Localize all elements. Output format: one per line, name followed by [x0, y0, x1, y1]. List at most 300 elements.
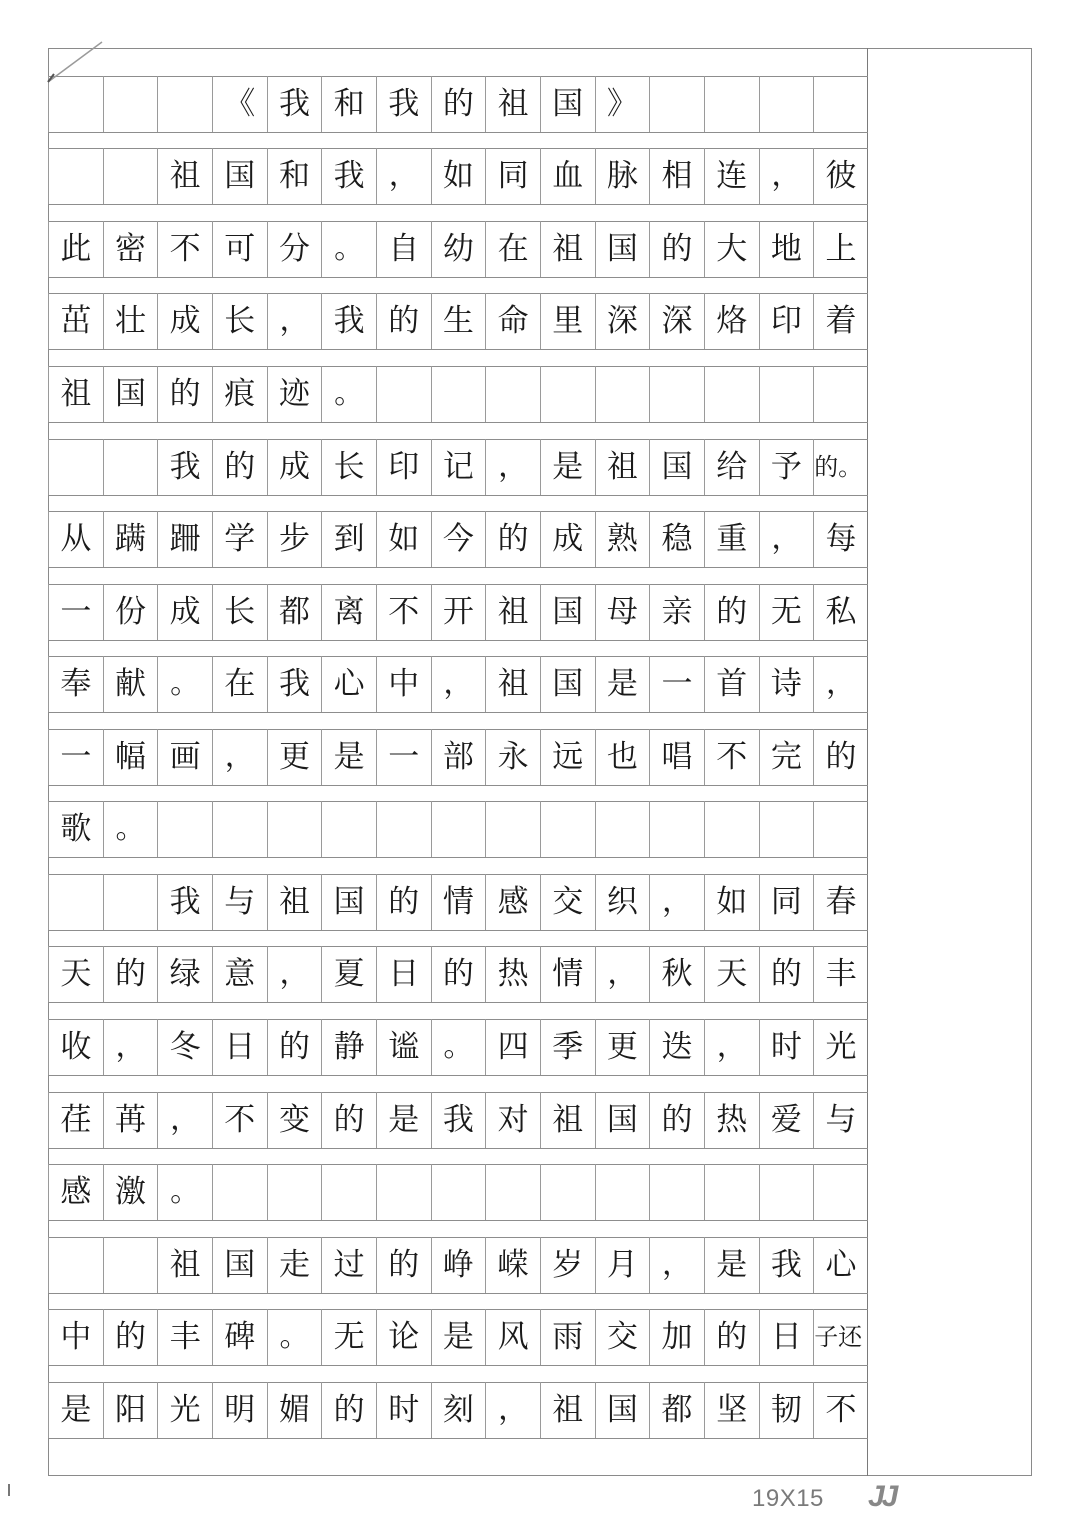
grid-cell — [103, 874, 158, 930]
grid-cell: 在 — [485, 221, 540, 277]
grid-cell: 祖 — [485, 76, 540, 132]
grid-cell: 激 — [103, 1164, 158, 1220]
grid-cell: 成 — [267, 439, 322, 495]
grid-cell: ， — [649, 874, 704, 930]
grid-cell: 荏 — [48, 1092, 103, 1148]
grid-cell: 的 — [376, 293, 431, 349]
grid-cell: 阳 — [103, 1382, 158, 1438]
grid-cell: 印 — [376, 439, 431, 495]
grid-cell: 国 — [540, 584, 595, 640]
grid-cell: 感 — [48, 1164, 103, 1220]
grid-cell: 不 — [157, 221, 212, 277]
grid-row — [48, 148, 868, 204]
grid-cell: 祖 — [485, 584, 540, 640]
grid-cell: 峥 — [431, 1237, 486, 1293]
grid-cell: 大 — [704, 221, 759, 277]
grid-cell: 和 — [321, 76, 376, 132]
grid-cell: 《 — [212, 76, 267, 132]
grid-cell — [540, 801, 595, 857]
grid-cell — [759, 76, 814, 132]
grid-cell: 幼 — [431, 221, 486, 277]
grid-row — [48, 1382, 868, 1438]
grid-cell — [103, 439, 158, 495]
grid-cell: 予 — [759, 439, 814, 495]
grid-rule-bottom — [48, 277, 868, 278]
grid-cell: 的 — [431, 946, 486, 1002]
grid-cell — [376, 366, 431, 422]
grid-cell: 印 — [759, 293, 814, 349]
grid-row — [48, 946, 868, 1002]
grid-cell: 论 — [376, 1309, 431, 1365]
grid-rule-bottom — [48, 857, 868, 858]
grid-cell: 我 — [759, 1237, 814, 1293]
grid-cell: 密 — [103, 221, 158, 277]
grid-cell: 的 — [704, 584, 759, 640]
grid-cell: 爱 — [759, 1092, 814, 1148]
grid-cell: 都 — [267, 584, 322, 640]
grid-row — [48, 439, 868, 495]
grid-rule-bottom — [48, 1148, 868, 1149]
grid-cell: 里 — [540, 293, 595, 349]
grid-cell: 国 — [595, 221, 650, 277]
grid-cell: 命 — [485, 293, 540, 349]
grid-cell: 献 — [103, 656, 158, 712]
grid-cell: 织 — [595, 874, 650, 930]
grid-cell — [376, 1164, 431, 1220]
grid-cell: 同 — [485, 148, 540, 204]
grid-cell: 情 — [540, 946, 595, 1002]
grid-cell — [212, 801, 267, 857]
grid-cell: 在 — [212, 656, 267, 712]
grid-row — [48, 221, 868, 277]
grid-cell: ， — [759, 511, 814, 567]
grid-cell: 苒 — [103, 1092, 158, 1148]
grid-cell: 脉 — [595, 148, 650, 204]
grid-cell — [103, 148, 158, 204]
grid-cell: 也 — [595, 729, 650, 785]
grid-cell: 对 — [485, 1092, 540, 1148]
grid-cell: 的 — [212, 439, 267, 495]
grid-cell: 日 — [376, 946, 431, 1002]
grid-cell: 我 — [267, 656, 322, 712]
grid-cell: 国 — [649, 439, 704, 495]
grid-cell: 光 — [157, 1382, 212, 1438]
grid-cell: 无 — [321, 1309, 376, 1365]
grid-cell: 步 — [267, 511, 322, 567]
grid-cell — [157, 801, 212, 857]
grid-cell — [649, 76, 704, 132]
grid-cell: 成 — [157, 293, 212, 349]
grid-cell: 的 — [813, 729, 868, 785]
grid-rule-bottom — [48, 567, 868, 568]
grid-rule-bottom — [48, 785, 868, 786]
grid-cell: 迭 — [649, 1019, 704, 1075]
grid-cell: 春 — [813, 874, 868, 930]
grid-row — [48, 729, 868, 785]
grid-cell: 日 — [212, 1019, 267, 1075]
grid-cell: 。 — [267, 1309, 322, 1365]
grid-cell — [649, 1164, 704, 1220]
grid-rule-bottom — [48, 1002, 868, 1003]
grid-cell — [595, 801, 650, 857]
grid-cell: 我 — [376, 76, 431, 132]
grid-cell: 天 — [48, 946, 103, 1002]
grid-cell: 的 — [157, 366, 212, 422]
grid-cell: ， — [759, 148, 814, 204]
grid-rule-bottom — [48, 1293, 868, 1294]
grid-cell: 国 — [595, 1382, 650, 1438]
margin-tick — [8, 1484, 10, 1496]
grid-cell — [485, 1164, 540, 1220]
writing-grid — [48, 48, 868, 1476]
grid-cell: 的。 — [813, 439, 868, 495]
grid-cell: 彼 — [813, 148, 868, 204]
brand-logo: JJ — [868, 1480, 896, 1513]
grid-cell — [595, 1164, 650, 1220]
grid-cell — [103, 1237, 158, 1293]
grid-cell: 是 — [595, 656, 650, 712]
grid-cell: 成 — [540, 511, 595, 567]
grid-cell: 上 — [813, 221, 868, 277]
grid-cell: 的 — [103, 946, 158, 1002]
grid-row — [48, 874, 868, 930]
grid-cell: 走 — [267, 1237, 322, 1293]
grid-cell: 熟 — [595, 511, 650, 567]
pencil-mark-icon — [44, 36, 110, 86]
grid-cell: 记 — [431, 439, 486, 495]
grid-cell: ， — [485, 1382, 540, 1438]
grid-cell: 祖 — [48, 366, 103, 422]
grid-cell: 生 — [431, 293, 486, 349]
grid-cell: 分 — [267, 221, 322, 277]
grid-cell: 可 — [212, 221, 267, 277]
grid-cell: 长 — [212, 584, 267, 640]
grid-cell: 祖 — [157, 1237, 212, 1293]
grid-cell: 一 — [48, 729, 103, 785]
grid-cell: 给 — [704, 439, 759, 495]
grid-cell: 自 — [376, 221, 431, 277]
grid-cell: 冬 — [157, 1019, 212, 1075]
grid-cell: 是 — [540, 439, 595, 495]
grid-cell — [431, 366, 486, 422]
grid-cell — [813, 366, 868, 422]
grid-cell: 是 — [431, 1309, 486, 1365]
grid-row — [48, 76, 868, 132]
grid-cell — [649, 801, 704, 857]
grid-cell — [321, 801, 376, 857]
grid-cell: ， — [103, 1019, 158, 1075]
grid-cell: 中 — [48, 1309, 103, 1365]
grid-cell: 祖 — [267, 874, 322, 930]
grid-cell — [649, 366, 704, 422]
grid-cell: ， — [595, 946, 650, 1002]
grid-cell: 我 — [321, 148, 376, 204]
grid-cell: 的 — [267, 1019, 322, 1075]
grid-cell: ， — [704, 1019, 759, 1075]
grid-cell: 从 — [48, 511, 103, 567]
grid-cell — [540, 366, 595, 422]
grid-cell — [759, 366, 814, 422]
grid-cell: 茁 — [48, 293, 103, 349]
grid-cell: 媚 — [267, 1382, 322, 1438]
grid-cell: 一 — [376, 729, 431, 785]
grid-cell: 着 — [813, 293, 868, 349]
grid-cell: 份 — [103, 584, 158, 640]
grid-cell: 相 — [649, 148, 704, 204]
grid-cell: 母 — [595, 584, 650, 640]
grid-cell: 坚 — [704, 1382, 759, 1438]
grid-cell: 四 — [485, 1019, 540, 1075]
grid-cell: 此 — [48, 221, 103, 277]
grid-cell: 光 — [813, 1019, 868, 1075]
grid-cell — [813, 76, 868, 132]
grid-cell: 的 — [649, 1092, 704, 1148]
grid-cell: 热 — [704, 1092, 759, 1148]
grid-rule-bottom — [48, 132, 868, 133]
grid-cell: 祖 — [157, 148, 212, 204]
grid-cell: 心 — [813, 1237, 868, 1293]
grid-cell — [813, 801, 868, 857]
grid-cell: 。 — [431, 1019, 486, 1075]
grid-cell — [759, 801, 814, 857]
grid-cell: 长 — [212, 293, 267, 349]
grid-cell: 迹 — [267, 366, 322, 422]
grid-cell: 祖 — [540, 221, 595, 277]
grid-row — [48, 584, 868, 640]
grid-cell: 风 — [485, 1309, 540, 1365]
grid-cell: 每 — [813, 511, 868, 567]
grid-cell: 不 — [813, 1382, 868, 1438]
grid-cell: 收 — [48, 1019, 103, 1075]
grid-row — [48, 656, 868, 712]
grid-cell — [813, 1164, 868, 1220]
grid-cell: ， — [376, 148, 431, 204]
grid-cell: 到 — [321, 511, 376, 567]
grid-row — [48, 293, 868, 349]
grid-cell — [759, 1164, 814, 1220]
grid-cell: 国 — [595, 1092, 650, 1148]
grid-cell: 开 — [431, 584, 486, 640]
grid-cell: 深 — [649, 293, 704, 349]
grid-cell: ， — [157, 1092, 212, 1148]
grid-cell: 地 — [759, 221, 814, 277]
grid-cell: 的 — [649, 221, 704, 277]
grid-cell: 不 — [376, 584, 431, 640]
grid-cell: ， — [267, 293, 322, 349]
grid-cell: 变 — [267, 1092, 322, 1148]
grid-cell: 我 — [157, 439, 212, 495]
grid-cell — [48, 874, 103, 930]
grid-row — [48, 801, 868, 857]
grid-cell: ， — [813, 656, 868, 712]
grid-cell: 的 — [485, 511, 540, 567]
grid-cell: 部 — [431, 729, 486, 785]
grid-cell: 热 — [485, 946, 540, 1002]
grid-cell — [704, 801, 759, 857]
grid-rule-bottom — [48, 640, 868, 641]
grid-cell: 重 — [704, 511, 759, 567]
grid-cell: 心 — [321, 656, 376, 712]
grid-cell — [48, 1237, 103, 1293]
grid-cell: 意 — [212, 946, 267, 1002]
grid-cell: 祖 — [595, 439, 650, 495]
grid-cell: 谧 — [376, 1019, 431, 1075]
grid-cell: 与 — [212, 874, 267, 930]
grid-cell: 碑 — [212, 1309, 267, 1365]
grid-rule-bottom — [48, 1220, 868, 1221]
grid-cell: 加 — [649, 1309, 704, 1365]
grid-cell: 。 — [157, 656, 212, 712]
grid-cell: 感 — [485, 874, 540, 930]
grid-cell — [376, 801, 431, 857]
grid-cell: 丰 — [157, 1309, 212, 1365]
grid-cell: 奉 — [48, 656, 103, 712]
grid-cell: 是 — [704, 1237, 759, 1293]
grid-cell: 更 — [595, 1019, 650, 1075]
grid-cell: ， — [649, 1237, 704, 1293]
grid-cell: 丰 — [813, 946, 868, 1002]
grid-cell: 静 — [321, 1019, 376, 1075]
grid-cell: 烙 — [704, 293, 759, 349]
grid-cell: 》 — [595, 76, 650, 132]
grid-cell: 国 — [212, 148, 267, 204]
grid-cell: 我 — [431, 1092, 486, 1148]
grid-cell: 是 — [48, 1382, 103, 1438]
grid-rule-bottom — [48, 349, 868, 350]
grid-cell: 跚 — [157, 511, 212, 567]
grid-cell: 一 — [48, 584, 103, 640]
grid-cell: 。 — [321, 366, 376, 422]
grid-cell: 蹒 — [103, 511, 158, 567]
grid-cell: 子还 — [813, 1309, 868, 1365]
grid-cell: 成 — [157, 584, 212, 640]
grid-cell: 绿 — [157, 946, 212, 1002]
grid-rule-bottom — [48, 422, 868, 423]
grid-cell: 的 — [321, 1092, 376, 1148]
grid-cell: 远 — [540, 729, 595, 785]
grid-cell: 天 — [704, 946, 759, 1002]
grid-cell: 祖 — [540, 1092, 595, 1148]
grid-cell — [704, 76, 759, 132]
grid-cell: 不 — [212, 1092, 267, 1148]
grid-cell: 的 — [321, 1382, 376, 1438]
grid-cell: 如 — [704, 874, 759, 930]
grid-cell: 诗 — [759, 656, 814, 712]
grid-cell: 季 — [540, 1019, 595, 1075]
grid-cell: 我 — [267, 76, 322, 132]
grid-cell: ， — [485, 439, 540, 495]
grid-rule-bottom — [48, 1438, 868, 1439]
grid-rule-bottom — [48, 204, 868, 205]
grid-cell: 过 — [321, 1237, 376, 1293]
grid-cell: 唱 — [649, 729, 704, 785]
grid-cell: 无 — [759, 584, 814, 640]
grid-cell: 学 — [212, 511, 267, 567]
grid-cell: 的 — [704, 1309, 759, 1365]
grid-cell — [267, 1164, 322, 1220]
grid-cell: 的 — [103, 1309, 158, 1365]
grid-cell: 的 — [431, 76, 486, 132]
grid-row — [48, 366, 868, 422]
grid-cell: 雨 — [540, 1309, 595, 1365]
grid-row — [48, 1309, 868, 1365]
grid-row — [48, 511, 868, 567]
grid-cell — [595, 366, 650, 422]
grid-row — [48, 1164, 868, 1220]
grid-cell: 。 — [103, 801, 158, 857]
grid-cell: 国 — [321, 874, 376, 930]
grid-rule-bottom — [48, 495, 868, 496]
grid-cell — [267, 801, 322, 857]
grid-cell: 连 — [704, 148, 759, 204]
grid-cell: 歌 — [48, 801, 103, 857]
grid-cell: 秋 — [649, 946, 704, 1002]
grid-cell: 。 — [157, 1164, 212, 1220]
grid-cell: 的 — [376, 1237, 431, 1293]
grid-cell: 时 — [376, 1382, 431, 1438]
grid-cell — [540, 1164, 595, 1220]
grid-cell: 首 — [704, 656, 759, 712]
grid-row — [48, 1019, 868, 1075]
grid-rule-bottom — [48, 1365, 868, 1366]
grid-cell: 今 — [431, 511, 486, 567]
grid-cell: 长 — [321, 439, 376, 495]
grid-cell: 月 — [595, 1237, 650, 1293]
grid-cell: ， — [212, 729, 267, 785]
grid-cell: 岁 — [540, 1237, 595, 1293]
grid-row — [48, 1237, 868, 1293]
grid-cell: 与 — [813, 1092, 868, 1148]
grid-cell — [321, 1164, 376, 1220]
grid-cell: 交 — [595, 1309, 650, 1365]
grid-cell — [485, 366, 540, 422]
grid-cell: 和 — [267, 148, 322, 204]
grid-cell: 国 — [103, 366, 158, 422]
grid-cell: 幅 — [103, 729, 158, 785]
grid-cell: 。 — [321, 221, 376, 277]
grid-cell: 我 — [321, 293, 376, 349]
grid-cell: 的 — [376, 874, 431, 930]
grid-cell: 是 — [376, 1092, 431, 1148]
grid-cell: 韧 — [759, 1382, 814, 1438]
grid-rule-bottom — [48, 930, 868, 931]
grid-cell: ， — [431, 656, 486, 712]
grid-cell: 亲 — [649, 584, 704, 640]
grid-cell — [157, 76, 212, 132]
grid-spec-label: 19X15 — [752, 1485, 824, 1512]
grid-cell: 如 — [376, 511, 431, 567]
grid-cell: 时 — [759, 1019, 814, 1075]
grid-cell: 血 — [540, 148, 595, 204]
grid-cell: 日 — [759, 1309, 814, 1365]
grid-cell: 壮 — [103, 293, 158, 349]
grid-cell — [103, 76, 158, 132]
grid-cell: 刻 — [431, 1382, 486, 1438]
grid-cell: 完 — [759, 729, 814, 785]
grid-row — [48, 1092, 868, 1148]
grid-cell: 离 — [321, 584, 376, 640]
grid-rule-bottom — [48, 1075, 868, 1076]
grid-cell: 夏 — [321, 946, 376, 1002]
grid-cell — [431, 801, 486, 857]
grid-cell: 一 — [649, 656, 704, 712]
grid-cell: 永 — [485, 729, 540, 785]
grid-cell — [704, 1164, 759, 1220]
grid-cell: 更 — [267, 729, 322, 785]
grid-cell: 国 — [540, 656, 595, 712]
grid-cell: 深 — [595, 293, 650, 349]
grid-cell: 祖 — [485, 656, 540, 712]
